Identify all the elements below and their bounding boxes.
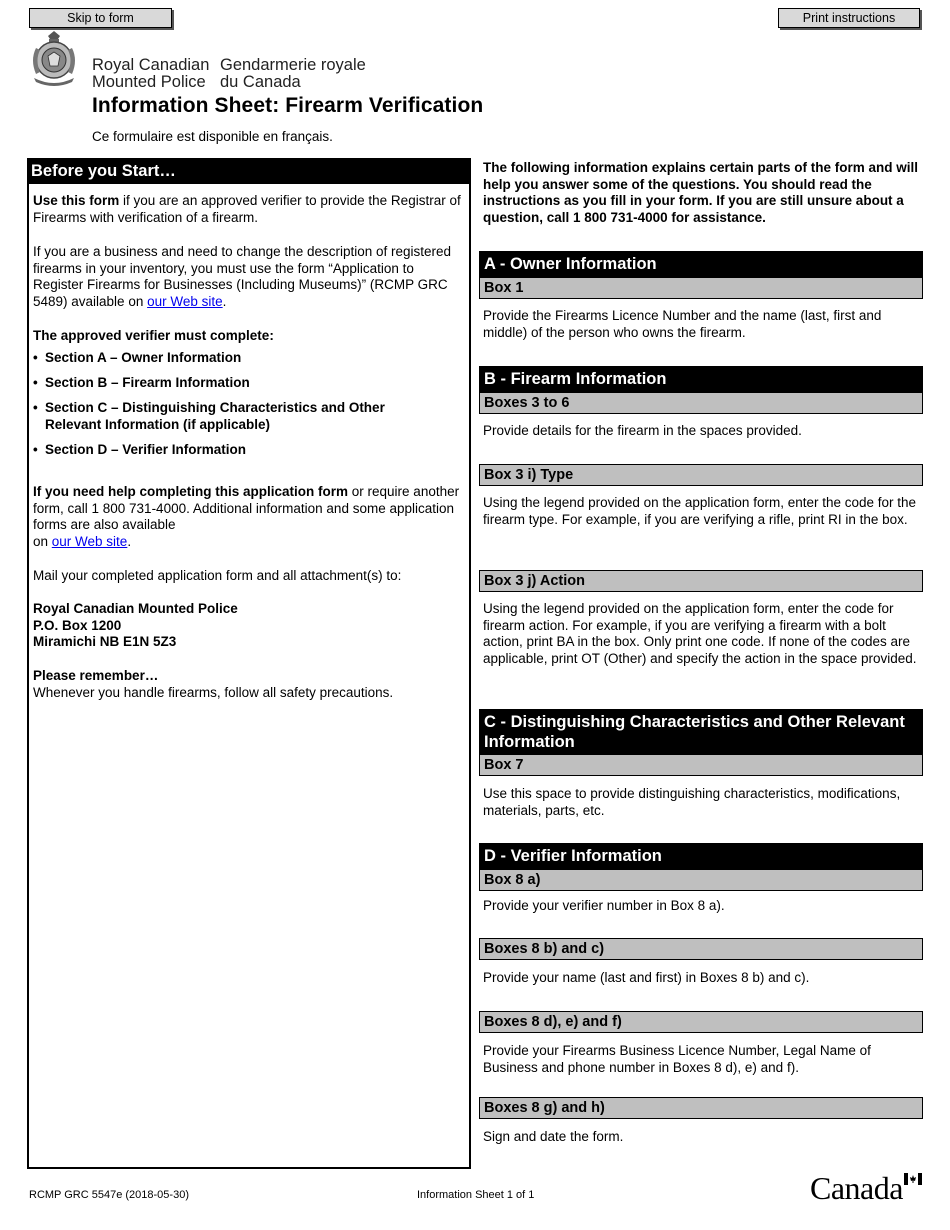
use-this-form-paragraph [33, 193, 465, 226]
bullet-item [33, 400, 413, 433]
web-site-link-1[interactable]: our Web site [147, 294, 223, 310]
box-8gh-text: Sign and date the form. [483, 1129, 624, 1144]
before-you-start-heading: Before you Start… [27, 158, 471, 184]
box-8a-label: Box 8 a) [479, 869, 923, 891]
remember-text: Whenever you handle firearms, follow all safety precautions. [33, 684, 394, 700]
brand-french [220, 57, 366, 90]
help-text: or require another form, call 1 800 731-4000. Additional information and some application forms are also available [33, 484, 460, 533]
bullet-text: Section B – Firearm Information [45, 375, 250, 390]
bullet-dot: • [33, 400, 38, 415]
bullet-item [33, 442, 453, 459]
section-d-heading: D - Verifier Information [479, 843, 923, 869]
box-1-text: Provide the Firearms Licence Number and the name (last, first and middle) of the person who owns the firearm. [483, 308, 882, 340]
bullet-item [33, 350, 453, 367]
help-paragraph [33, 484, 465, 551]
print-instructions-button[interactable]: Print instructions [778, 8, 920, 28]
canada-wordmark: Canada [810, 1170, 903, 1206]
box-8def-label: Boxes 8 d), e) and f) [479, 1011, 923, 1033]
bullet-text: Section D – Verifier Information [45, 442, 247, 457]
box-8gh-label: Boxes 8 g) and h) [479, 1097, 923, 1119]
mail-instructions: Mail your completed application form and all attachment(s) to: [33, 568, 402, 583]
brand-english [92, 57, 209, 90]
brand-english-line1: Royal Canadian [92, 56, 210, 74]
box-3i-label: Box 3 i) Type [479, 464, 923, 486]
help-on: on [33, 534, 52, 550]
must-complete-heading: The approved verifier must complete: [33, 328, 274, 343]
help-end: . [127, 534, 132, 550]
canada-flag-icon [904, 1173, 922, 1185]
bullet-dot: • [33, 442, 38, 457]
box-3j-text: Using the legend provided on the application form, enter the code for firearm action. For example, if you are verifying a firearm with a bolt action, print BA in the box. Only print one code. If none of the codes are applicable, print OT (Other) and specify the action in the space provided. [483, 601, 917, 667]
box-8a-text: Provide your verifier number in Box 8 a). [483, 898, 725, 913]
bullet-text: Section C – Distinguishing Characteristics and Other Relevant Information (if applicable) [45, 400, 385, 432]
mailing-address [33, 601, 465, 651]
bullet-dot: • [33, 350, 38, 365]
box-3i-text: Using the legend provided on the application form, enter the code for the firearm type. For example, if you are verifying a rifle, print RI in the box. [483, 495, 917, 527]
use-this-form-bold: Use this form [33, 193, 120, 208]
box-8bc-text: Provide your name (last and first) in Boxes 8 b) and c). [483, 970, 810, 985]
business-paragraph [33, 244, 465, 311]
box-3j-label: Box 3 j) Action [479, 570, 923, 592]
box-8def-text: Provide your Firearms Business Licence Number, Legal Name of Business and phone number in Boxes 8 d), e) and f). [483, 1043, 871, 1075]
brand-english-line2: Mounted Police [92, 72, 206, 91]
web-site-link-2[interactable]: our Web site [51, 534, 128, 550]
box-7-text: Use this space to provide distinguishing characteristics, modifications, materials, parts, etc. [483, 786, 901, 818]
bullet-dot: • [33, 375, 38, 390]
address-line: P.O. Box 1200 [33, 617, 122, 633]
section-c-heading: C - Distinguishing Characteristics and Other Relevant Information [479, 709, 923, 754]
skip-to-form-button[interactable]: Skip to form [29, 8, 172, 28]
please-remember [33, 668, 465, 701]
box-1-label: Box 1 [479, 277, 923, 299]
bullet-text: Section A – Owner Information [45, 350, 242, 365]
boxes-3-6-label: Boxes 3 to 6 [479, 392, 923, 414]
business-end: . [222, 294, 227, 310]
box-7-label: Box 7 [479, 754, 923, 776]
french-availability-note: Ce formulaire est disponible en français. [92, 129, 333, 144]
brand-french-line2: du Canada [220, 72, 301, 91]
brand-french-line1: Gendarmerie royale [220, 56, 366, 74]
business-text: If you are a business and need to change the description of registered firearms in your inventory, you must use the form “Application to Register Firearms for Businesses (Including Museums)” (RCMP GRC 5489) available on [33, 244, 452, 310]
boxes-3-6-text: Provide details for the firearm in the spaces provided. [483, 423, 802, 438]
box-8bc-label: Boxes 8 b) and c) [479, 938, 923, 960]
form-id: RCMP GRC 5547e (2018-05-30) [29, 1189, 189, 1201]
remember-title: Please remember… [33, 668, 159, 683]
page-indicator: Information Sheet 1 of 1 [417, 1189, 535, 1201]
bullet-item [33, 375, 453, 392]
page-title: Information Sheet: Firearm Verification [92, 94, 484, 117]
use-this-form-text: if you are an approved verifier to provide the Registrar of Firearms with verification of a firearm. [33, 193, 461, 225]
section-b-heading: B - Firearm Information [479, 366, 923, 392]
help-bold: If you need help completing this application form [33, 484, 349, 499]
address-line: Royal Canadian Mounted Police [33, 601, 238, 616]
section-a-heading: A - Owner Information [479, 251, 923, 277]
address-line: Miramichi NB E1N 5Z3 [33, 634, 177, 650]
instructions-intro: The following information explains certain parts of the form and will help you answer some of the questions. You should read the instructions as you fill in your form. If you are still unsure about a question, call 1 800 731-4000 for assistance. [483, 160, 919, 226]
rcmp-crest-icon [28, 30, 80, 88]
